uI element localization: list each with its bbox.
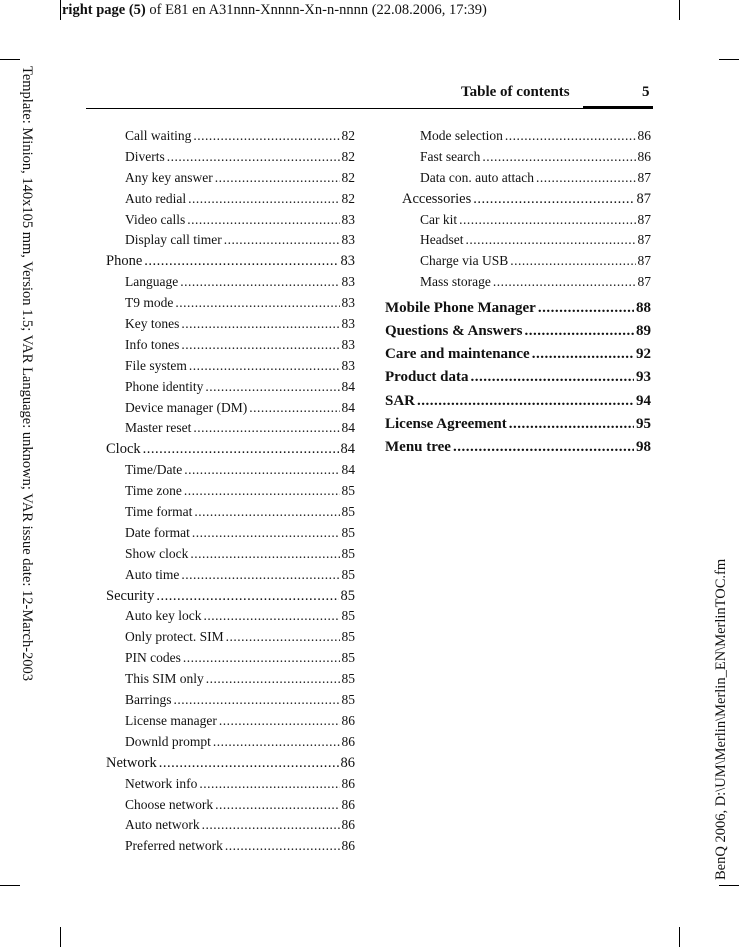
toc-entry-title: Mode selection <box>420 128 503 143</box>
toc-entry-page: 85 <box>341 545 355 561</box>
toc-entry-menu-tree[interactable] <box>385 436 651 459</box>
toc-entry-title: Info tones <box>125 336 180 352</box>
toc-entry-time-zone[interactable] <box>106 481 355 502</box>
toc-entry-title: Key tones <box>125 316 180 332</box>
toc-entry-title: Data con. auto attach <box>420 169 534 185</box>
toc-entry-page: 88 <box>636 300 651 317</box>
toc-entry-auto-network[interactable] <box>106 815 355 836</box>
toc-entry-title: Show clock <box>125 545 189 561</box>
toc-entry-t9-mode[interactable] <box>106 293 355 314</box>
toc-entry-title: T9 mode <box>125 295 174 311</box>
toc-entry-call-waiting[interactable] <box>106 126 355 147</box>
toc-entry-page: 86 <box>341 817 355 833</box>
toc-entry-title: Diverts <box>125 148 165 164</box>
toc-entry-time-format[interactable] <box>106 502 355 523</box>
header-rule-accent <box>583 106 653 109</box>
toc-entry-title: Language <box>125 274 179 290</box>
toc-entry-page: 83 <box>341 274 355 290</box>
toc-entry-title: Choose network <box>125 796 214 812</box>
toc-entry-security[interactable] <box>106 586 355 607</box>
toc-entry-page: 86 <box>340 754 355 771</box>
toc-entry-title: Phone identity <box>125 378 204 394</box>
toc-entry-title: Downld prompt <box>125 733 211 749</box>
toc-left-column <box>106 126 355 857</box>
toc-entry-sar[interactable] <box>385 390 651 413</box>
toc-entry-title: Auto redial <box>125 190 187 206</box>
toc-entry-title: Auto key lock <box>125 608 202 624</box>
toc-entry-page: 95 <box>636 415 651 432</box>
toc-entry-this-sim-only[interactable] <box>106 669 355 690</box>
toc-entry-title: Car kit <box>420 211 458 227</box>
toc-entry-page: 85 <box>341 524 355 540</box>
toc-entry-page: 85 <box>341 504 355 520</box>
toc-entry-page: 83 <box>341 357 355 373</box>
toc-entry-page: 82 <box>341 148 355 164</box>
toc-entry-title: Auto time <box>125 566 180 582</box>
toc-leader-dots <box>204 606 340 627</box>
toc-entry-title: SAR <box>385 392 416 409</box>
toc-entry-title: Display call timer <box>125 232 222 248</box>
toc-entry-display-call-timer[interactable] <box>106 230 355 251</box>
toc-leader-dots <box>249 398 339 419</box>
toc-entry-phone[interactable] <box>106 251 355 272</box>
toc-leader-dots <box>199 774 339 795</box>
toc-leader-dots <box>156 586 338 607</box>
job-header <box>62 2 487 19</box>
toc-entry-auto-redial[interactable] <box>106 189 355 210</box>
toc-entry-title: Product data <box>385 369 469 386</box>
toc-entry-downld-prompt[interactable] <box>106 732 355 753</box>
toc-entry-mass-storage[interactable] <box>385 272 651 293</box>
toc-entry-page: 85 <box>341 566 355 582</box>
toc-leader-dots <box>465 230 635 251</box>
toc-entry-data-con-auto-attach[interactable] <box>385 168 651 189</box>
toc-leader-dots <box>184 460 339 481</box>
page-title: Table of contents <box>461 84 570 100</box>
toc-entry-title: Network <box>106 754 157 771</box>
toc-entry-title: Video calls <box>125 211 186 227</box>
toc-leader-dots <box>505 126 636 147</box>
toc-leader-dots <box>536 168 636 189</box>
toc-entry-title: Auto network <box>125 817 200 833</box>
toc-entry-page: 98 <box>636 438 651 455</box>
toc-entry-device-manager-dm[interactable] <box>106 398 355 419</box>
toc-entry-page: 85 <box>341 692 355 708</box>
toc-entry-page: 85 <box>340 587 355 604</box>
toc-entry-title: Time zone <box>125 483 182 499</box>
toc-entry-page: 86 <box>341 796 355 812</box>
toc-entry-mobile-phone-manager[interactable] <box>385 297 651 320</box>
toc-entry-fast-search[interactable] <box>385 147 651 168</box>
toc-entry-network[interactable] <box>106 753 355 774</box>
toc-leader-dots <box>470 366 634 389</box>
toc-entry-title: File system <box>125 357 187 373</box>
toc-leader-dots <box>215 168 340 189</box>
toc-leader-dots <box>189 356 340 377</box>
toc-leader-dots <box>213 732 340 753</box>
toc-entry-page: 84 <box>340 441 355 458</box>
toc-entry-title: Date format <box>125 524 190 540</box>
toc-leader-dots <box>459 210 635 231</box>
job-header-page: right page (5) <box>62 2 146 18</box>
toc-entry-page: 83 <box>341 211 355 227</box>
toc-entry-car-kit[interactable] <box>385 210 651 231</box>
toc-leader-dots <box>453 436 634 459</box>
toc-entry-page: 92 <box>636 346 651 363</box>
toc-entry-choose-network[interactable] <box>106 795 355 816</box>
toc-entry-file-system[interactable] <box>106 356 355 377</box>
page-number: 5 <box>642 84 650 100</box>
toc-entry-page: 87 <box>636 190 651 207</box>
toc-leader-dots <box>181 565 339 586</box>
toc-entry-time-date[interactable] <box>106 460 355 481</box>
toc-entry-page: 82 <box>341 128 355 143</box>
toc-entry-date-format[interactable] <box>106 523 355 544</box>
toc-entry-page: 83 <box>340 253 355 270</box>
crop-mark <box>0 885 20 886</box>
toc-entry-title: This SIM only <box>125 671 204 687</box>
toc-entry-barrings[interactable] <box>106 690 355 711</box>
toc-entry-page: 89 <box>636 323 651 340</box>
toc-entry-page: 83 <box>341 295 355 311</box>
template-info: Template: Minion, 140x105 mm, Version 1.5; VAR Language: unknown; VAR issue date: 12-March-2003 <box>19 66 35 682</box>
toc-entry-title: Menu tree <box>385 438 451 455</box>
toc-entry-title: Accessories <box>402 190 472 207</box>
toc-entry-page: 93 <box>636 369 651 386</box>
toc-entry-license-agreement[interactable] <box>385 413 651 436</box>
toc-entry-preferred-network[interactable] <box>106 836 355 857</box>
toc-entry-page: 87 <box>637 253 651 269</box>
toc-leader-dots <box>194 502 339 523</box>
toc-leader-dots <box>417 390 634 413</box>
toc-leader-dots <box>159 753 339 774</box>
toc-entry-auto-key-lock[interactable] <box>106 606 355 627</box>
toc-entry-page: 85 <box>341 483 355 499</box>
toc-entry-page: 85 <box>341 608 355 624</box>
toc-entry-video-calls[interactable] <box>106 210 355 231</box>
toc-entry-page: 86 <box>341 775 355 791</box>
toc-leader-dots <box>144 251 338 272</box>
toc-entry-headset[interactable] <box>385 230 651 251</box>
toc-leader-dots <box>174 690 340 711</box>
toc-entry-mode-selection[interactable] <box>385 126 651 147</box>
toc-entry-page: 86 <box>341 838 355 854</box>
toc-entry-care-and-maintenance[interactable] <box>385 343 651 366</box>
toc-entry-page: 83 <box>341 336 355 352</box>
toc-entry-title: Care and maintenance <box>385 346 530 363</box>
toc-leader-dots <box>538 297 634 320</box>
toc-leader-dots <box>482 147 635 168</box>
toc-leader-dots <box>509 413 634 436</box>
toc-entry-page: 85 <box>341 650 355 666</box>
toc-entry-only-protect-sim[interactable] <box>106 627 355 648</box>
header-rule <box>86 108 653 109</box>
toc-entry-title: License Agreement <box>385 415 507 432</box>
job-header-info: of E81 en A31nnn-Xnnnn-Xn-n-nnnn (22.08.2006, 17:39) <box>145 2 487 18</box>
toc-leader-dots <box>184 481 340 502</box>
toc-entry-any-key-answer[interactable] <box>106 168 355 189</box>
crop-mark <box>60 0 61 20</box>
toc-entry-page: 87 <box>637 274 651 290</box>
toc-entry-title: Preferred network <box>125 838 223 854</box>
toc-entry-title: Time/Date <box>125 462 183 478</box>
toc-leader-dots <box>192 523 340 544</box>
toc-entry-page: 87 <box>637 169 651 185</box>
toc-entry-page: 82 <box>341 190 355 206</box>
crop-mark <box>679 0 680 20</box>
toc-leader-dots <box>205 377 339 398</box>
toc-leader-dots <box>188 189 339 210</box>
toc-leader-dots <box>180 272 339 293</box>
toc-entry-page: 82 <box>341 169 355 185</box>
toc-entry-show-clock[interactable] <box>106 544 355 565</box>
toc-entry-title: Security <box>106 587 155 604</box>
toc-leader-dots <box>181 335 339 356</box>
toc-entry-title: PIN codes <box>125 650 181 666</box>
crop-mark <box>719 59 739 60</box>
toc-entry-title: Charge via USB <box>420 253 509 269</box>
crop-mark <box>0 59 20 60</box>
toc-entry-page: 83 <box>341 316 355 332</box>
crop-mark <box>679 927 680 947</box>
toc-entry-title: Master reset <box>125 420 192 436</box>
toc-leader-dots <box>190 544 339 565</box>
toc-entry-clock[interactable] <box>106 439 355 460</box>
toc-entry-title: Headset <box>420 232 464 248</box>
toc-entry-title: Fast search <box>420 148 481 164</box>
toc-entry-title: Barrings <box>125 692 172 708</box>
toc-entry-page: 86 <box>637 148 651 164</box>
toc-entry-page: 87 <box>637 211 651 227</box>
toc-leader-dots <box>187 210 339 231</box>
toc-entry-pin-codes[interactable] <box>106 648 355 669</box>
toc-leader-dots <box>193 418 339 439</box>
toc-entry-key-tones[interactable] <box>106 314 355 335</box>
toc-entry-title: Only protect. SIM <box>125 629 224 645</box>
toc-entry-page: 84 <box>341 399 355 415</box>
toc-leader-dots <box>193 126 339 147</box>
toc-leader-dots <box>183 648 340 669</box>
toc-leader-dots <box>225 836 340 857</box>
toc-entry-title: Device manager (DM) <box>125 399 248 415</box>
toc-leader-dots <box>181 314 339 335</box>
toc-leader-dots <box>224 230 340 251</box>
toc-entry-title: Mobile Phone Manager <box>385 300 536 317</box>
crop-mark <box>719 885 739 886</box>
toc-entry-master-reset[interactable] <box>106 418 355 439</box>
toc-entry-page: 85 <box>341 671 355 687</box>
toc-entry-page: 84 <box>341 462 355 478</box>
toc-entry-accessories[interactable] <box>385 189 651 210</box>
toc-leader-dots <box>219 711 340 732</box>
toc-entry-page: 85 <box>341 629 355 645</box>
toc-entry-page: 87 <box>637 232 651 248</box>
toc-entry-page: 84 <box>341 378 355 394</box>
toc-leader-dots <box>226 627 340 648</box>
toc-entry-page: 94 <box>636 392 651 409</box>
toc-entry-page: 83 <box>341 232 355 248</box>
toc-leader-dots <box>143 439 339 460</box>
toc-leader-dots <box>167 147 340 168</box>
toc-entry-auto-time[interactable] <box>106 565 355 586</box>
toc-entry-page: 84 <box>341 420 355 436</box>
toc-entry-language[interactable] <box>106 272 355 293</box>
toc-entry-questions-answers[interactable] <box>385 320 651 343</box>
toc-entry-title: Mass storage <box>420 274 491 290</box>
toc-leader-dots <box>532 343 634 366</box>
toc-entry-title: Questions & Answers <box>385 323 523 340</box>
file-path-info: BenQ 2006, D:\UM\Merlin\Merlin_EN\MerlinTOC.fm <box>713 558 729 880</box>
toc-leader-dots <box>510 251 635 272</box>
toc-leader-dots <box>473 189 634 210</box>
toc-leader-dots <box>493 272 636 293</box>
toc-entry-title: Clock <box>106 441 141 458</box>
toc-entry-info-tones[interactable] <box>106 335 355 356</box>
crop-mark <box>60 927 61 947</box>
toc-leader-dots <box>202 815 340 836</box>
toc-entry-page: 86 <box>637 128 651 143</box>
toc-leader-dots <box>175 293 339 314</box>
toc-entry-page: 86 <box>341 733 355 749</box>
toc-entry-charge-via-usb[interactable] <box>385 251 651 272</box>
toc-entry-title: Call waiting <box>125 128 192 143</box>
toc-entry-product-data[interactable] <box>385 366 651 389</box>
toc-entry-title: Time format <box>125 504 193 520</box>
toc-entry-phone-identity[interactable] <box>106 377 355 398</box>
toc-right-column <box>385 126 651 459</box>
toc-entry-license-manager[interactable] <box>106 711 355 732</box>
toc-leader-dots <box>525 320 634 343</box>
toc-entry-network-info[interactable] <box>106 774 355 795</box>
toc-entry-diverts[interactable] <box>106 147 355 168</box>
toc-leader-dots <box>206 669 340 690</box>
toc-leader-dots <box>215 795 339 816</box>
toc-entry-title: License manager <box>125 712 217 728</box>
toc-entry-title: Network info <box>125 775 198 791</box>
toc-entry-title: Phone <box>106 253 143 270</box>
toc-entry-title: Any key answer <box>125 169 213 185</box>
toc-entry-page: 86 <box>341 712 355 728</box>
